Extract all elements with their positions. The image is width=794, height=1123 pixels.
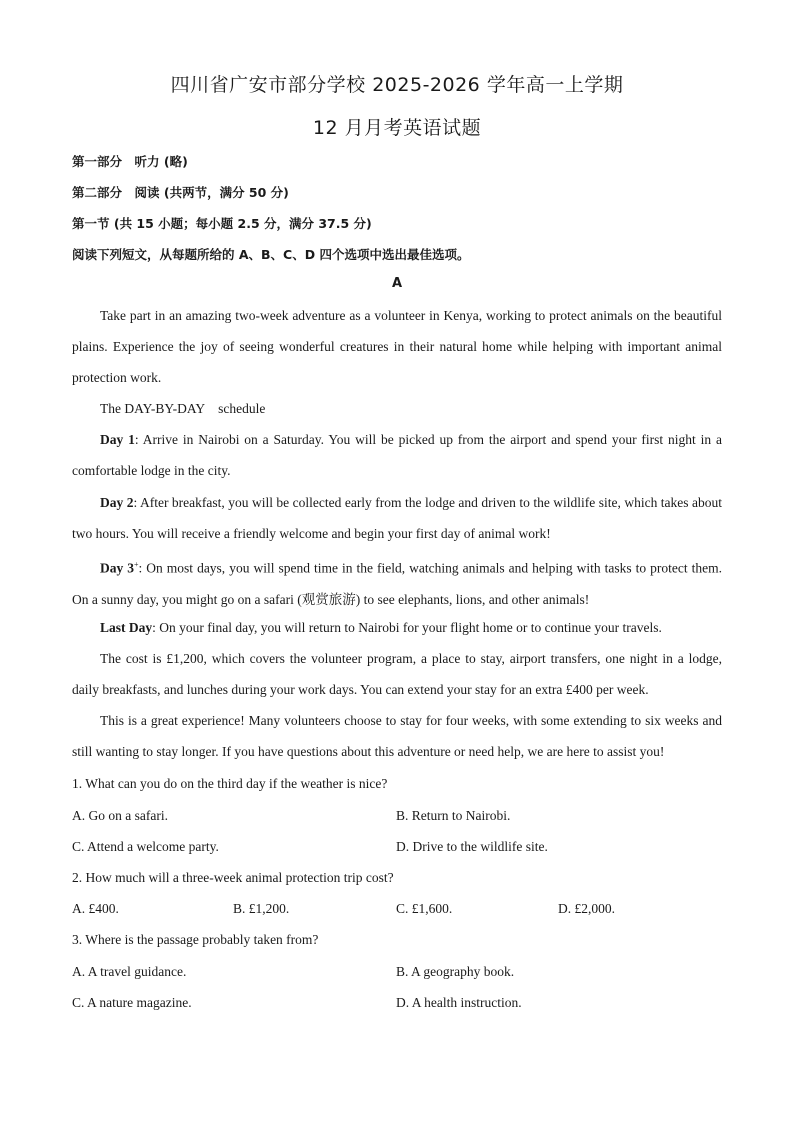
question-2-option-d[interactable]: D. £2,000. — [558, 901, 615, 916]
last-day-text: : On your final day, you will return to Nairobi for your flight home or to continue your travels. — [152, 620, 662, 635]
question-1-option-d[interactable]: D. Drive to the wildlife site. — [396, 839, 548, 854]
day2-label: Day 2 — [100, 495, 134, 510]
part1-heading: 第一部分 听力 (略) — [72, 154, 188, 169]
question-2-stem: 2. How much will a three-week animal protection trip cost? — [72, 870, 394, 885]
day3-sup: + — [134, 560, 139, 569]
question-2-option-a[interactable]: A. £400. — [72, 901, 119, 916]
exam-title-line2: 12 月月考英语试题 — [312, 117, 482, 139]
day1-label: Day 1 — [100, 432, 135, 447]
exam-title-line1: 四川省广安市部分学校 2025-2026 学年高一上学期 — [170, 74, 624, 96]
day1-paragraph — [72, 424, 722, 486]
question-2-option-b[interactable]: B. £1,200. — [233, 901, 290, 916]
part2-heading: 第二部分 阅读 (共两节，满分 50 分) — [72, 185, 289, 200]
day1-text: : Arrive in Nairobi on a Saturday. You will be picked up from the airport and spend your first night in a comfortable lodge in the city. — [72, 432, 723, 478]
schedule-heading: The DAY-BY-DAY schedule — [100, 401, 266, 416]
question-3-option-b[interactable]: B. A geography book. — [396, 964, 515, 979]
question-1-option-c[interactable]: C. Attend a welcome party. — [72, 839, 219, 854]
last-day-label: Last Day — [100, 620, 153, 635]
day3-paragraph — [72, 549, 722, 615]
cost-paragraph: The cost is £1,200, which covers the volunteer program, a place to stay, airport transfers, one night in a lodge, daily breakfasts, and lunches during your work days. You can extend your stay for an extra £400 per week. — [72, 651, 722, 697]
day3-text: : On most days, you will spend time in the field, watching animals and helping with tasks to protect them. On a sunny day, you might go on a safari (观赏旅游) to see elephants, lions, and other animals! — [72, 560, 722, 607]
question-3-option-d[interactable]: D. A health instruction. — [396, 995, 522, 1010]
day2-paragraph — [72, 487, 722, 549]
question-1-option-a[interactable]: A. Go on a safari. — [72, 808, 168, 823]
question-3-option-c[interactable]: C. A nature magazine. — [72, 995, 192, 1010]
question-3-stem: 3. Where is the passage probably taken from? — [72, 932, 319, 947]
question-2-option-c[interactable]: C. £1,600. — [396, 901, 453, 916]
instruction-text: 阅读下列短文，从每题所给的 A、B、C、D 四个选项中选出最佳选项。 — [72, 247, 470, 262]
passage-intro: Take part in an amazing two-week adventure as a volunteer in Kenya, working to protect animals on the beautiful plains. Experience the joy of seeing wonderful creatures in their natural home while helping with important animal protection work. — [72, 308, 722, 385]
passage-label: A — [391, 276, 403, 291]
question-3-option-a[interactable]: A. A travel guidance. — [72, 964, 187, 979]
day2-text: : After breakfast, you will be collected early from the lodge and driven to the wildlife site, which takes about two hours. You will receive a friendly welcome and begin your first day of animal work! — [72, 495, 722, 541]
closing-paragraph: This is a great experience! Many volunteers choose to stay for four weeks, with some extending to six weeks and still wanting to stay longer. If you have questions about this adventure or need help, we are here to assist you! — [72, 713, 722, 759]
section1-heading: 第一节 (共 15 小题；每小题 2.5 分，满分 37.5 分) — [72, 216, 372, 231]
question-1-stem: 1. What can you do on the third day if the weather is nice? — [72, 776, 388, 791]
day3-label: Day 3 — [100, 560, 135, 576]
question-1-option-b[interactable]: B. Return to Nairobi. — [396, 808, 511, 823]
last-day-paragraph — [72, 612, 722, 643]
